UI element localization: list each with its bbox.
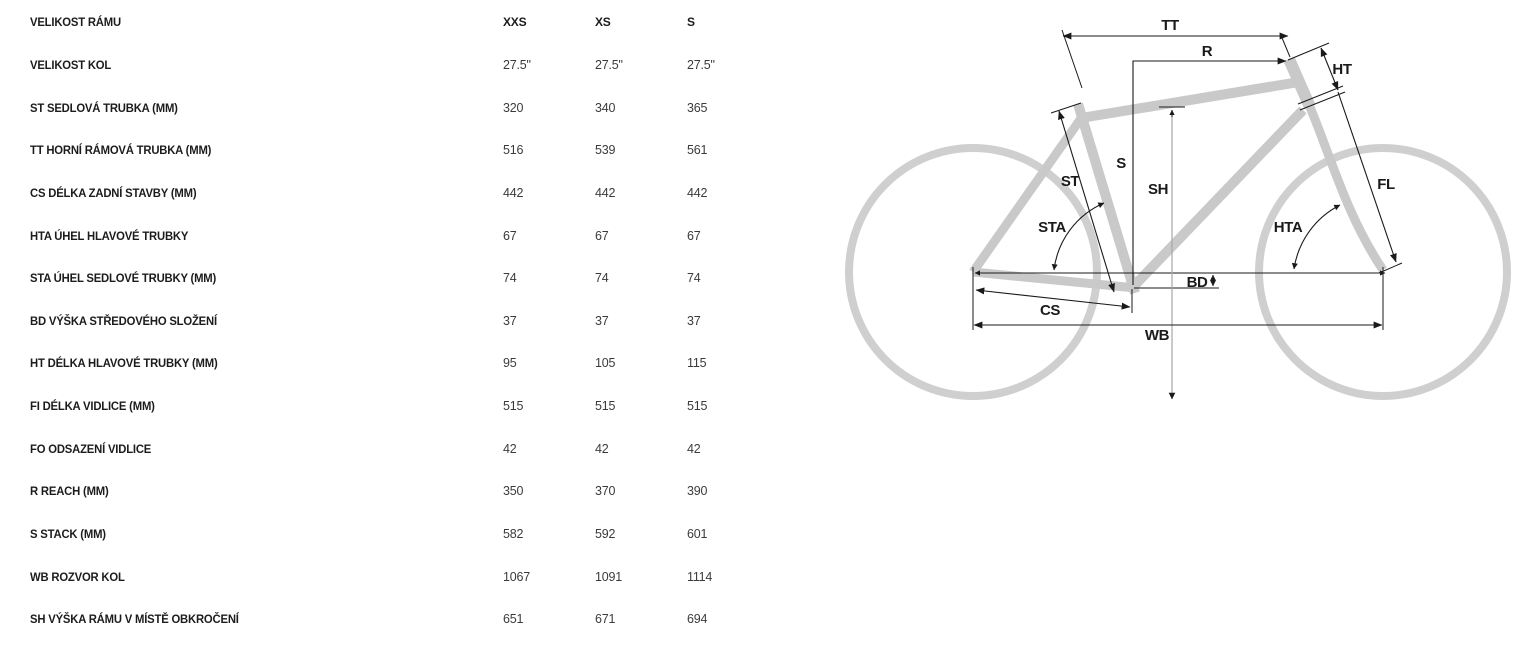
cell-value: 515	[503, 399, 524, 414]
cell-value: 320	[503, 100, 524, 115]
cell-value: 365	[687, 100, 708, 115]
row-label: FI DÉLKA VIDLICE (MM)	[30, 399, 155, 414]
cell-value: 592	[595, 527, 616, 541]
cell-value: 442	[503, 185, 524, 200]
row-label: FO ODSAZENÍ VIDLICE	[30, 441, 152, 456]
sh-label: SH	[1147, 181, 1169, 198]
row-label: TT HORNÍ RÁMOVÁ TRUBKA (MM)	[30, 143, 212, 158]
cell-value: 1067	[503, 569, 531, 584]
cell-value: 42	[503, 441, 517, 456]
row-label: BD VÝŠKA STŘEDOVÉHO SLOŽENÍ	[30, 313, 217, 328]
wb-label: WB	[1144, 327, 1170, 344]
cell-value: 27.5"	[595, 57, 623, 72]
cell-value: 601	[687, 527, 708, 541]
head-axis-extension-line	[1280, 33, 1290, 57]
cell-value: 1114	[687, 569, 713, 584]
cell-value: 582	[503, 527, 524, 541]
cell-value: 370	[595, 484, 616, 499]
r-label: R	[1201, 43, 1213, 60]
row-label: S STACK (MM)	[30, 527, 106, 541]
row-label: HT DÉLKA HLAVOVÉ TRUBKY (MM)	[30, 356, 218, 371]
cell-value: 37	[503, 313, 517, 328]
cell-value: 671	[595, 612, 616, 627]
bd-label: BD	[1186, 274, 1208, 291]
cell-value: 105	[595, 356, 616, 371]
row-label: R REACH (MM)	[30, 484, 109, 499]
cell-value: 95	[503, 356, 517, 371]
cell-value: 340	[595, 100, 616, 115]
cell-value: 1091	[595, 569, 623, 584]
column-header-xxs: XXS	[503, 15, 527, 30]
cell-value: 442	[687, 185, 708, 200]
top-tube	[1081, 82, 1299, 118]
cell-value: 37	[595, 313, 609, 328]
cell-value: 37	[687, 313, 701, 328]
cs-label: CS	[1039, 302, 1061, 319]
row-label: ST SEDLOVÁ TRUBKA (MM)	[30, 100, 178, 115]
cell-value: 390	[687, 484, 708, 499]
column-header-s: S	[687, 15, 695, 30]
cell-value: 27.5"	[503, 57, 531, 72]
cell-value: 561	[687, 143, 708, 158]
cell-value: 694	[687, 612, 708, 627]
row-label: STA ÚHEL SEDLOVÉ TRUBKY (MM)	[30, 271, 217, 286]
seat-tube	[1078, 104, 1135, 293]
st-label: ST	[1060, 173, 1080, 190]
cell-value: 74	[687, 271, 701, 286]
sta-label: STA	[1038, 219, 1066, 236]
row-label: VELIKOST KOL	[30, 57, 112, 72]
cell-value: 539	[595, 143, 616, 158]
column-header-xs: XS	[595, 15, 611, 30]
s-label: S	[1116, 155, 1126, 172]
cell-value: 350	[503, 484, 524, 499]
hta-label: HTA	[1273, 219, 1303, 236]
down-tube	[1133, 110, 1303, 287]
row-label: VELIKOST RÁMU	[30, 15, 121, 30]
cell-value: 651	[503, 612, 524, 627]
cell-value: 515	[687, 399, 708, 414]
row-label: SH VÝŠKA RÁMU V MÍSTĚ OBKROČENÍ	[30, 612, 239, 627]
tt-label: TT	[1161, 17, 1179, 34]
cell-value: 442	[595, 185, 616, 200]
ht-label: HT	[1332, 61, 1352, 78]
row-label: CS DÉLKA ZADNÍ STAVBY (MM)	[30, 185, 197, 200]
cell-value: 516	[503, 143, 524, 158]
cell-value: 27.5"	[687, 57, 715, 72]
row-label: HTA ÚHEL HLAVOVÉ TRUBKY	[30, 228, 189, 243]
cell-value: 74	[595, 271, 609, 286]
hta-angle-arc	[1294, 205, 1340, 269]
row-label: WB ROZVOR KOL	[30, 569, 125, 584]
cell-value: 74	[503, 271, 517, 286]
cell-value: 42	[595, 441, 609, 456]
cell-value: 67	[687, 228, 701, 243]
cell-value: 115	[687, 356, 707, 371]
cell-value: 67	[503, 228, 517, 243]
cell-value: 67	[595, 228, 609, 243]
cell-value: 515	[595, 399, 616, 414]
fork-tube	[1310, 107, 1383, 270]
cell-value: 42	[687, 441, 701, 456]
seat-axis-extension-line	[1062, 30, 1082, 88]
fl-label: FL	[1377, 176, 1395, 193]
